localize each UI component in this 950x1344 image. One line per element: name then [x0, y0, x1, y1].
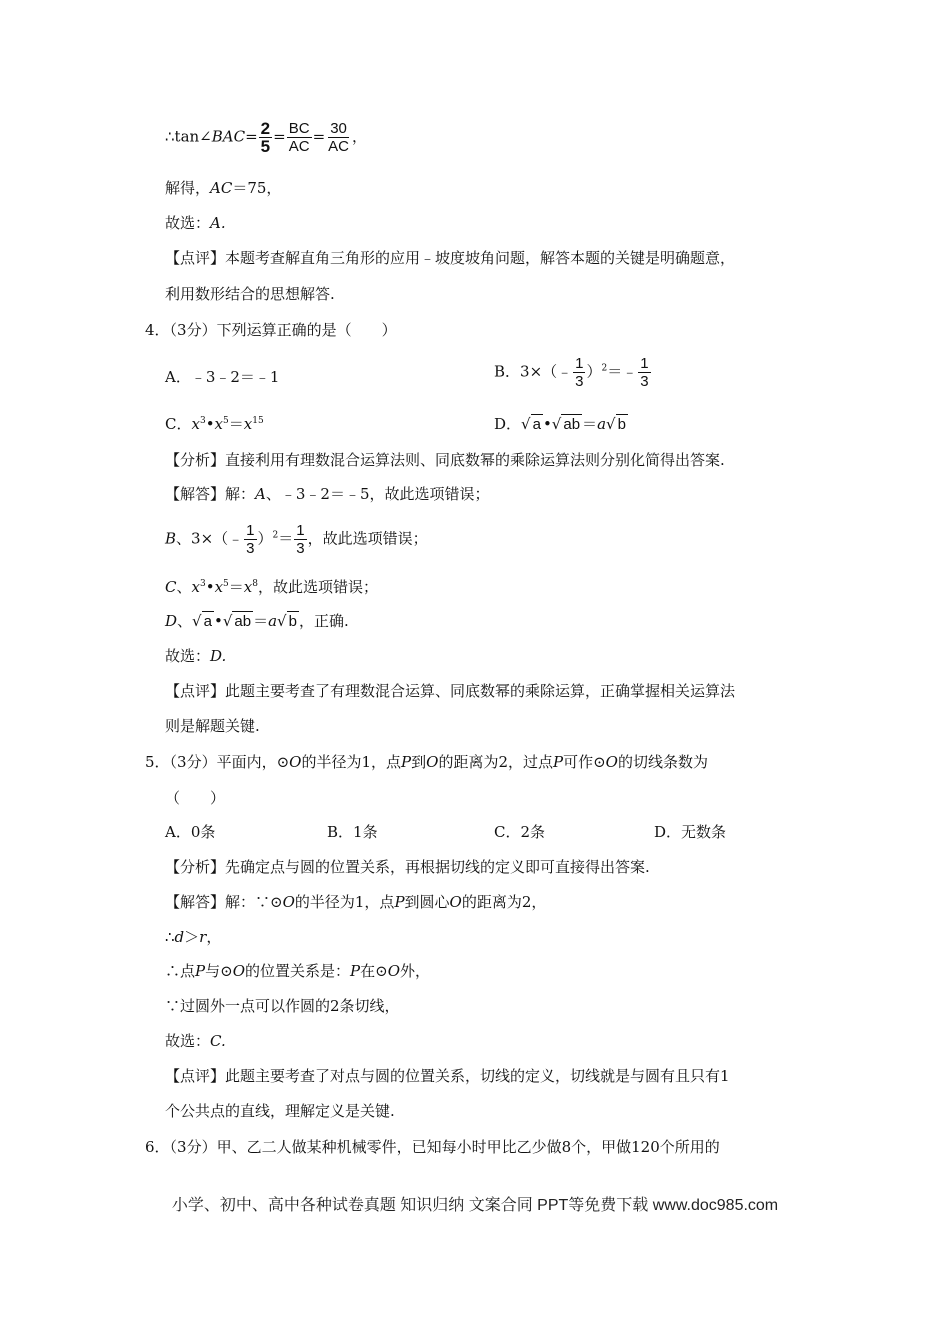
sol-var: D: [165, 612, 178, 630]
exponent: 3: [199, 416, 206, 426]
eq-sign: ＝: [253, 612, 269, 630]
sqrt-symbol: √: [222, 612, 233, 630]
radicand: b: [288, 613, 297, 630]
var-o: O: [387, 962, 400, 980]
opt-text: B．3×（﹣: [494, 362, 573, 381]
sol-text: ，: [206, 928, 222, 946]
exponent: 5: [223, 579, 229, 589]
sol-text: 、3×（﹣: [176, 529, 244, 548]
exponent: 15: [252, 416, 264, 426]
frac-den: 3: [575, 373, 584, 390]
radicand: a: [203, 613, 212, 630]
sol-text: 到圆心: [404, 893, 450, 911]
q6-stem: 6．（3分）甲、乙二人做某种机械零件，已知每小时甲比乙少做8个，甲做120个所用的: [145, 1138, 720, 1156]
sol-var: C: [165, 578, 177, 596]
frac-den: 3: [640, 373, 649, 390]
q5-option-d: D．无数条: [654, 823, 727, 841]
exponent: 2: [601, 363, 608, 374]
choose-label: 故选：: [165, 647, 211, 665]
var-d: d: [174, 928, 185, 946]
fraction-2-5: [259, 120, 272, 155]
frac-den: 5: [260, 137, 271, 156]
q3-comment-line1: 【点评】本题考查解直角三角形的应用﹣坡度坡角问题，解答本题的关键是明确题意，: [165, 249, 736, 267]
q4-choose-line: [165, 646, 226, 666]
sol-text: ，正确.: [298, 612, 349, 630]
sol-text: ∴: [165, 928, 175, 946]
exponent: 8: [252, 579, 258, 589]
stem-text: 的半径为1，点: [301, 753, 402, 771]
eq-sign: =: [312, 127, 326, 146]
radicand: ab: [563, 416, 581, 433]
frac-den: 3: [246, 540, 255, 557]
var-p: P: [350, 962, 361, 980]
eq-sign: ＝: [278, 529, 294, 548]
sol-text: 的位置关系是：: [245, 962, 351, 980]
q4-option-a: A．﹣3﹣2＝﹣1: [165, 368, 280, 386]
radicand: ab: [234, 613, 252, 630]
q3-solve-line: [165, 178, 281, 198]
solve-var: AC: [210, 179, 233, 197]
fraction-1-3: [294, 522, 306, 557]
stem-text: 可作⊙: [563, 753, 606, 771]
solve-label: 解得，: [165, 179, 211, 197]
stem-text: 的距离为2，过点: [438, 753, 553, 771]
var-x: x: [191, 415, 200, 433]
var-o: O: [282, 893, 295, 911]
sqrt-symbol: √: [606, 415, 616, 433]
frac-den: AC: [288, 138, 310, 155]
q4-comment-line1: 【点评】此题主要考查了有理数混合运算、同底数幂的乘除运算，正确掌握相关运算法: [165, 682, 736, 700]
opt-label: C．: [165, 415, 192, 433]
eq-sign: ＝﹣: [607, 362, 638, 381]
choose-val: A.: [210, 214, 226, 232]
sol-text: ∴点: [165, 962, 196, 980]
q4-solution-c: [165, 577, 378, 597]
frac-num: 30: [330, 120, 347, 137]
q3-choose-line: [165, 213, 226, 233]
sol-text: 的距离为2，: [461, 893, 547, 911]
frac-den: AC: [328, 138, 349, 155]
q5-analysis: 【分析】先确定点与圆的位置关系，再根据切线的定义即可直接得出答案.: [165, 858, 650, 876]
var-x: x: [243, 415, 253, 433]
exponent: 2: [272, 530, 279, 541]
q4-solution-b: [165, 522, 428, 557]
eq-sign: =: [273, 127, 286, 146]
sol-text: ，故此选项错误；: [307, 529, 428, 548]
sol-var: B: [165, 529, 177, 548]
sqrt-a: [192, 611, 214, 632]
q5-choose-line: [165, 1031, 226, 1051]
fraction-30-ac: [326, 120, 351, 155]
q4-stem: 4．（3分）下列运算正确的是（ ）: [145, 321, 397, 339]
q4-solution-a: [165, 484, 490, 504]
var-p: P: [195, 962, 206, 980]
var-x: x: [191, 578, 200, 596]
var-o: O: [449, 893, 462, 911]
sol-text: 【解答】解：∵⊙: [165, 893, 283, 911]
sqrt-symbol: √: [521, 415, 531, 433]
opt-label: D．: [494, 415, 522, 433]
q5-solution-line2: [165, 927, 221, 947]
sol-text: 、﹣3﹣2＝﹣5，故此选项错误；: [265, 485, 490, 503]
fraction-1-3: [573, 355, 585, 390]
radicand: b: [617, 416, 626, 433]
var-x: x: [214, 578, 224, 596]
q5-comment-line2: 个公共点的直线，理解定义是关键.: [165, 1102, 395, 1120]
q5-option-a: A．0条: [165, 823, 216, 841]
sqrt-symbol: √: [551, 415, 562, 433]
stem-text: 到: [411, 753, 427, 771]
frac-num: 1: [575, 355, 584, 372]
q5-solution-line4: ∵过圆外一点可以作圆的2条切线，: [165, 997, 400, 1015]
q5-solution-line3: [165, 961, 430, 981]
q4-analysis: 【分析】直接利用有理数混合运算法则、同底数幂的乘除运算法则分别化简得出答案.: [165, 451, 725, 469]
var-p: P: [552, 753, 564, 771]
eq-sign: =: [245, 127, 258, 146]
q5-comment-line1: 【点评】此题主要考查了对点与圆的位置关系，切线的定义，切线就是与圆有且只有1: [165, 1067, 730, 1085]
page-footer: 小学、初中、高中各种试卷真题 知识归纳 文案合同 PPT等免费下载 www.doc985.com: [171, 1197, 779, 1214]
frac-num: 1: [296, 522, 305, 539]
frac-num: BC: [288, 120, 310, 137]
var-p: P: [394, 893, 405, 911]
sol-text: ，故此选项错误；: [257, 578, 378, 596]
paren: ）: [257, 529, 273, 548]
q4-option-c: [165, 414, 264, 434]
sqrt-b: [606, 414, 628, 435]
var-o: O: [605, 753, 618, 771]
sqrt-b: [277, 611, 299, 632]
sqrt-symbol: √: [277, 612, 287, 630]
dot: •: [205, 415, 215, 433]
var-a: a: [268, 612, 278, 630]
var-x: x: [214, 415, 224, 433]
var-o: O: [426, 753, 439, 771]
q3-tan-equation: [165, 120, 367, 155]
sol-text: 外，: [400, 962, 431, 980]
frac-num: 1: [246, 522, 255, 539]
q3-comment-line2: 利用数形结合的思想解答.: [165, 285, 335, 303]
fraction-1-3: [638, 355, 650, 390]
sol-text: 在⊙: [360, 962, 388, 980]
frac-num: 2: [260, 119, 271, 138]
choose-label: 故选：: [165, 214, 211, 232]
frac-num: 1: [640, 355, 649, 372]
q4-solution-d: [165, 611, 349, 632]
choose-val: C.: [210, 1032, 226, 1050]
comma: ，: [351, 127, 367, 146]
eq-sign: ＝: [228, 415, 244, 433]
tan-prefix: ∴tan∠: [165, 127, 212, 146]
sol-label: 【解答】解：: [165, 485, 256, 503]
sqrt-ab: [552, 414, 582, 435]
sep: 、: [176, 578, 192, 596]
dot: •: [213, 612, 223, 630]
eq-sign: ＝: [582, 415, 598, 433]
paren: ）: [586, 362, 602, 381]
sqrt-ab: [223, 611, 253, 632]
choose-label: 故选：: [165, 1032, 211, 1050]
exponent: 3: [199, 579, 206, 589]
tan-var: BAC: [211, 127, 246, 146]
dot: •: [542, 415, 552, 433]
stem-text: 5．（3分）平面内，⊙: [145, 753, 290, 771]
var-o: O: [232, 962, 245, 980]
eq-sign: ＝: [228, 578, 244, 596]
sep: 、: [177, 612, 193, 630]
radicand: a: [532, 416, 541, 433]
var-r: r: [199, 928, 207, 946]
q5-option-c: C．2条: [494, 823, 546, 841]
sol-text: 的半径为1，点: [294, 893, 395, 911]
frac-den: 3: [296, 540, 305, 557]
fraction-1-3: [244, 522, 256, 557]
solve-val: ＝75，: [232, 179, 282, 197]
q4-option-b: [494, 355, 652, 390]
gt-sign: ＞: [184, 928, 200, 946]
var-p: P: [401, 753, 412, 771]
var-x: x: [243, 578, 253, 596]
var-o: O: [289, 753, 302, 771]
fraction-bc-ac: [287, 120, 312, 155]
var-a: a: [597, 415, 607, 433]
q4-option-d: [494, 414, 628, 435]
sol-var: A: [255, 485, 266, 503]
choose-val: D.: [210, 647, 227, 665]
sqrt-symbol: √: [192, 612, 202, 630]
q5-solution-line1: [165, 892, 546, 912]
q5-option-b: B．1条: [327, 823, 378, 841]
q4-comment-line2: 则是解题关键.: [165, 717, 260, 735]
sol-text: 与⊙: [205, 962, 233, 980]
exponent: 5: [223, 416, 229, 426]
q5-stem: [145, 752, 708, 772]
sqrt-a: [521, 414, 543, 435]
dot: •: [205, 578, 215, 596]
q5-stem-paren: （ ）: [165, 789, 226, 807]
stem-text: 的切线条数为: [617, 753, 708, 771]
